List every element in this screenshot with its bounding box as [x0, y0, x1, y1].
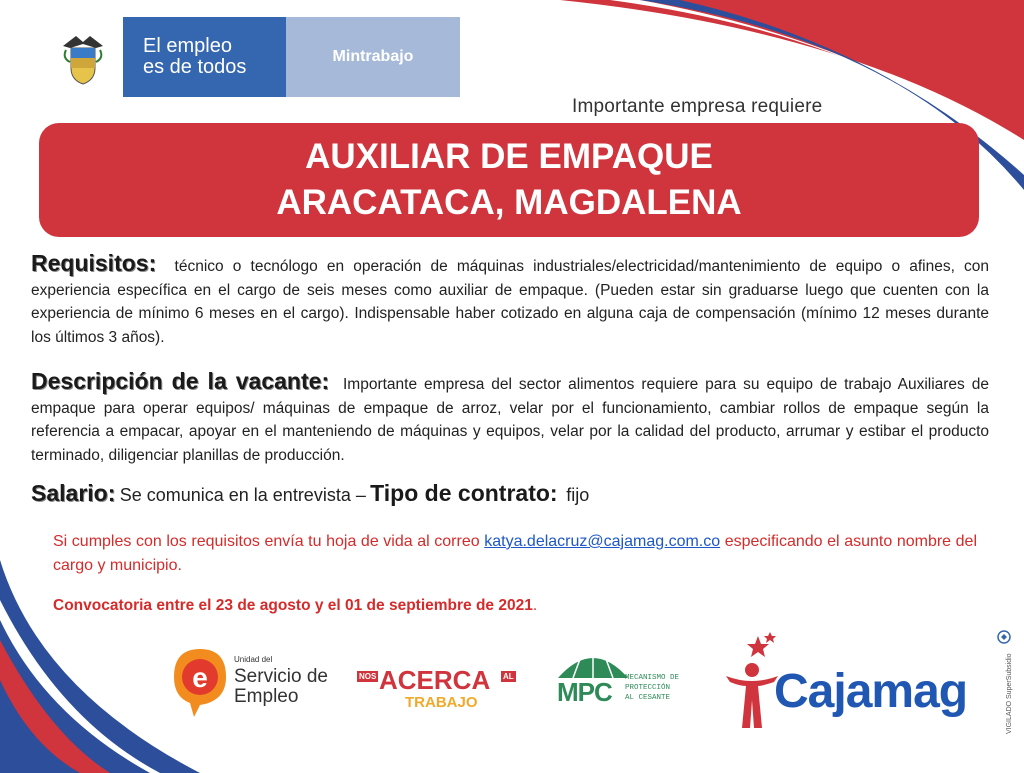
contact-email-link[interactable]: katya.delacruz@cajamag.com.co	[484, 533, 721, 550]
svg-text:e: e	[192, 662, 208, 693]
vigilado-text: VIGILADO SuperSubsidio	[1006, 653, 1013, 734]
requisitos-heading: Requisitos	[31, 250, 149, 276]
servicio-line2: Empleo	[234, 686, 299, 707]
servicio-empleo-logo	[170, 645, 340, 720]
ministry-label: Mintrabajo	[286, 17, 460, 97]
descripcion-section	[31, 370, 989, 467]
mpc-caption	[625, 673, 679, 703]
contrato-text: fijo	[566, 485, 590, 505]
descripcion-heading: Descripción de la vacante	[31, 368, 322, 394]
job-title: AUXILIAR DE EMPAQUE	[305, 137, 713, 176]
servicio-empleo-icon	[170, 645, 230, 720]
job-location: ARACATACA, MAGDALENA	[276, 183, 742, 222]
title-banner	[39, 123, 979, 237]
requisitos-text: técnico o tecnólogo en operación de máquinas industriales/electricidad/mantenimiento de equipo o afines, con experiencia específica en el cargo de seis meses como auxiliar de empaque. (Pueden estar sin graduarse luego que cuenten con la experiencia de mínimo 6 meses en el cargo). Indispensable haber cotizado en alguna caja de compensación (mínimo 12 meses durante los últimos 3 años).	[31, 258, 989, 346]
acerca-main: ACERCA	[379, 665, 491, 695]
mpc-line2: PROTECCIÓN	[625, 684, 671, 692]
nos-acerca-logo	[355, 665, 520, 715]
contact-text-after: especificando el asunto nombre del cargo y municipio.	[53, 533, 978, 574]
slogan-line2: es de todos	[143, 56, 247, 78]
cajamag-figure-icon	[722, 628, 782, 738]
mpc-acronym: MPC	[557, 677, 612, 707]
acerca-al: AL	[503, 672, 514, 681]
vigilado-mark	[994, 630, 1014, 740]
slogan-line1: El empleo	[143, 35, 232, 57]
servicio-line1: Servicio de	[234, 666, 328, 687]
mpc-logo	[553, 643, 693, 728]
gov-slogan	[123, 17, 286, 97]
cajamag-wordmark: Cajamag	[774, 665, 968, 718]
salario-section	[31, 482, 989, 509]
supersubsidio-icon	[997, 630, 1011, 644]
subtitle: Importante empresa requiere	[572, 96, 823, 117]
colombia-shield-icon	[43, 17, 123, 97]
descripcion-text: Importante empresa del sector alimentos requiere para su equipo de trabajo Auxiliares de empaque para operar equipos/ máquinas de empaque de arroz, velar por el funcionamiento, cambiar rollos de empaque según la referencia a empacar, apoyar en el manteniendo de máquinas y equipos, velar por la calidad del producto, arrumar y estibar el producto terminado, diligenciar planillas de producción.	[31, 376, 989, 464]
contact-paragraph	[53, 530, 977, 578]
cajamag-logo	[722, 628, 994, 738]
salario-heading: Salario	[31, 480, 108, 506]
acerca-nos: NOS	[359, 672, 377, 681]
mpc-line1: MECANISMO DE	[625, 674, 680, 682]
dates-text: Convocatoria entre el 23 de agosto y el 01 de septiembre de 2021	[53, 597, 533, 614]
contrato-colon: :	[549, 480, 558, 506]
requisitos-section	[31, 252, 989, 349]
acerca-trabajo: TRABAJO	[405, 694, 478, 711]
descripcion-colon: :	[321, 368, 330, 394]
contrato-heading: Tipo de contrato	[370, 480, 550, 506]
dates-period: .	[532, 597, 538, 614]
requisitos-colon: :	[148, 250, 157, 276]
convocatoria-dates	[53, 597, 537, 615]
mpc-line3: AL CESANTE	[625, 694, 671, 702]
contact-text-before: Si cumples con los requisitos envía tu hoja de vida al correo	[53, 533, 480, 550]
gov-header	[43, 17, 460, 97]
salario-colon: :	[107, 480, 116, 506]
servicio-small: Unidad del	[234, 655, 273, 664]
salario-text: Se comunica en la entrevista –	[119, 485, 366, 505]
